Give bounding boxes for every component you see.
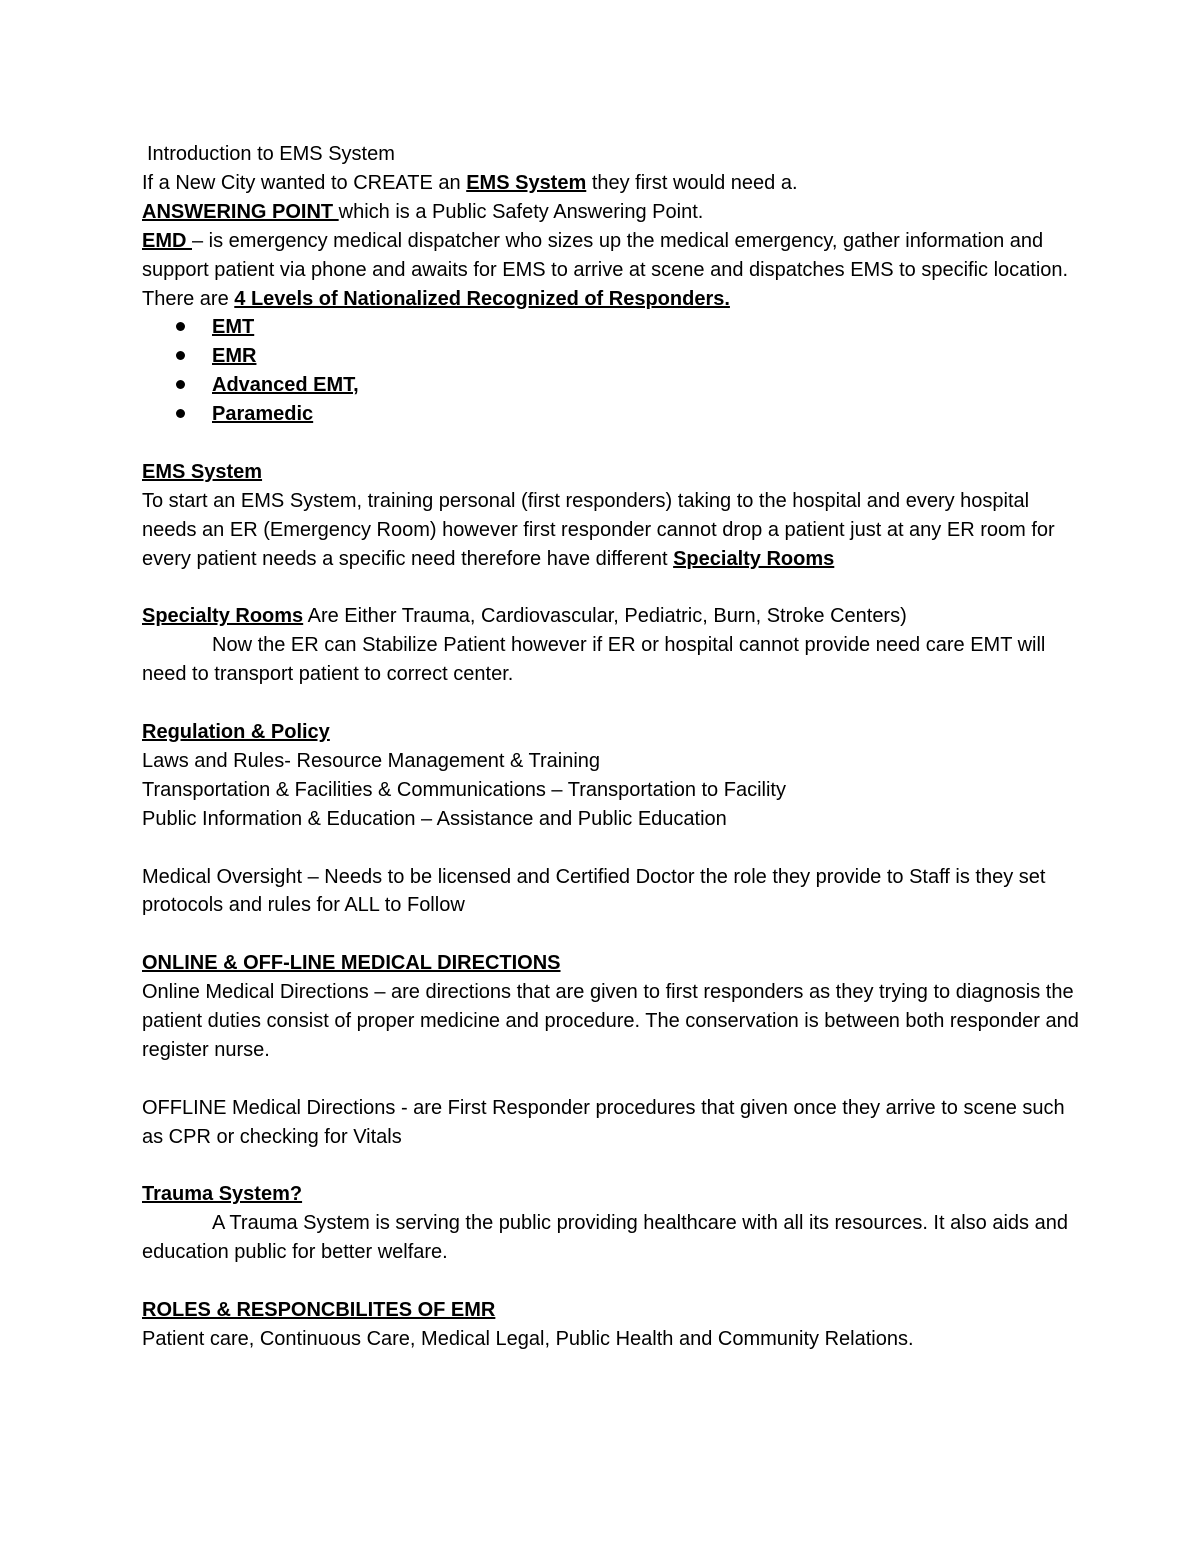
- ems-system-body: To start an EMS System, training personal (first responders) taking to the hospital and every hospital needs an ER (Emergency Room) however first responder cannot drop a patient just at any ER room for every patient needs a specific need therefore have different: [142, 489, 1055, 570]
- specialty-rooms-body: Now the ER can Stabilize Patient however if ER or hospital cannot provide need care EMT will need to transport patient to correct center.: [142, 634, 1046, 686]
- trauma-body: A Trauma System is serving the public providing healthcare with all its resources. It also aids and education public for better welfare.: [142, 1212, 1068, 1264]
- bullet-icon: [176, 409, 185, 418]
- level-label: Paramedic: [212, 403, 314, 426]
- specialty-rooms-text: Are Either Trauma, Cardiovascular, Pediatric, Burn, Stroke Centers): [303, 605, 907, 628]
- regulation-line: Transportation & Facilities & Communications – Transportation to Facility: [142, 778, 786, 801]
- regulation-section: [142, 718, 1082, 747]
- list-item: [142, 371, 1082, 400]
- emd-text: – is emergency medical dispatcher who sizes up the medical emergency, gather information and support patient via phone and awaits for EMS to arrive at scene and dispatches EMS to specific location.: [142, 229, 1069, 281]
- list-item: [142, 313, 1082, 342]
- ems-system-heading: EMS System: [142, 460, 263, 483]
- answering-point-label: ANSWERING POINT: [142, 200, 339, 223]
- bullet-icon: [176, 380, 185, 389]
- list-item: [142, 400, 1082, 429]
- spacer: [142, 1065, 1082, 1094]
- specialty-rooms-label: Specialty Rooms: [142, 605, 304, 628]
- level-label: Advanced EMT,: [212, 374, 359, 397]
- roles-paragraph: Patient care, Continuous Care, Medical Legal, Public Health and Community Relations.: [142, 1327, 914, 1350]
- spacer: [142, 920, 1082, 949]
- list-item: [142, 342, 1082, 371]
- directions-section: [142, 949, 1082, 978]
- ems-system-section: [142, 458, 1082, 487]
- emd-paragraph: [142, 227, 1082, 285]
- medical-oversight-paragraph: Medical Oversight – Needs to be licensed and Certified Doctor the role they provide to Staff is they set protocols and rules for ALL to Follow: [142, 865, 1046, 917]
- spacer: [142, 574, 1082, 603]
- level-label: EMR: [212, 345, 257, 368]
- intro-line: [142, 169, 1082, 198]
- levels-intro-line: [142, 285, 1082, 314]
- intro-suffix: they first would need a.: [586, 171, 798, 194]
- document-body: [142, 140, 1082, 1354]
- regulation-line: Public Information & Education – Assistance and Public Education: [142, 807, 727, 830]
- document-title: Introduction to EMS System: [147, 143, 395, 165]
- regulation-line: Laws and Rules- Resource Management & Training: [142, 749, 601, 772]
- spacer: [142, 834, 1082, 863]
- spacer: [142, 689, 1082, 718]
- responder-levels-list: [142, 313, 1082, 429]
- spacer: [142, 1267, 1082, 1296]
- answering-point-line: [142, 198, 1082, 227]
- offline-directions-paragraph: OFFLINE Medical Directions - are First Responder procedures that given once they arrive to scene such as CPR or checking for Vitals: [142, 1096, 1065, 1148]
- trauma-heading: Trauma System?: [142, 1183, 303, 1206]
- specialty-rooms-term: Specialty Rooms: [673, 547, 835, 570]
- bullet-icon: [176, 322, 185, 331]
- spacer: [142, 429, 1082, 458]
- trauma-paragraph: [142, 1209, 1082, 1267]
- emd-label: EMD: [142, 229, 192, 252]
- spacer: [142, 1152, 1082, 1181]
- levels-prefix: There are: [142, 287, 235, 310]
- bullet-icon: [176, 351, 185, 360]
- level-label: EMT: [212, 316, 255, 339]
- answering-point-text: which is a Public Safety Answering Point.: [338, 200, 704, 223]
- levels-heading: 4 Levels of Nationalized Recognized of Responders.: [234, 287, 730, 310]
- specialty-rooms-line: [142, 602, 1082, 631]
- regulation-heading: Regulation & Policy: [142, 721, 330, 744]
- trauma-section: [142, 1180, 1082, 1209]
- specialty-rooms-paragraph: [142, 631, 1082, 689]
- roles-heading: ROLES & RESPONCBILITES OF EMR: [142, 1299, 496, 1322]
- ems-system-paragraph: [142, 487, 1082, 574]
- directions-heading: ONLINE & OFF-LINE MEDICAL DIRECTIONS: [142, 952, 561, 975]
- ems-system-term: EMS System: [466, 171, 587, 194]
- intro-prefix: If a New City wanted to CREATE an: [142, 171, 467, 194]
- roles-section: [142, 1296, 1082, 1325]
- online-directions-paragraph: Online Medical Directions – are directions that are given to first responders as they trying to diagnosis the patient duties consist of proper medicine and procedure. The conservation is between both responder and register nurse.: [142, 981, 1079, 1061]
